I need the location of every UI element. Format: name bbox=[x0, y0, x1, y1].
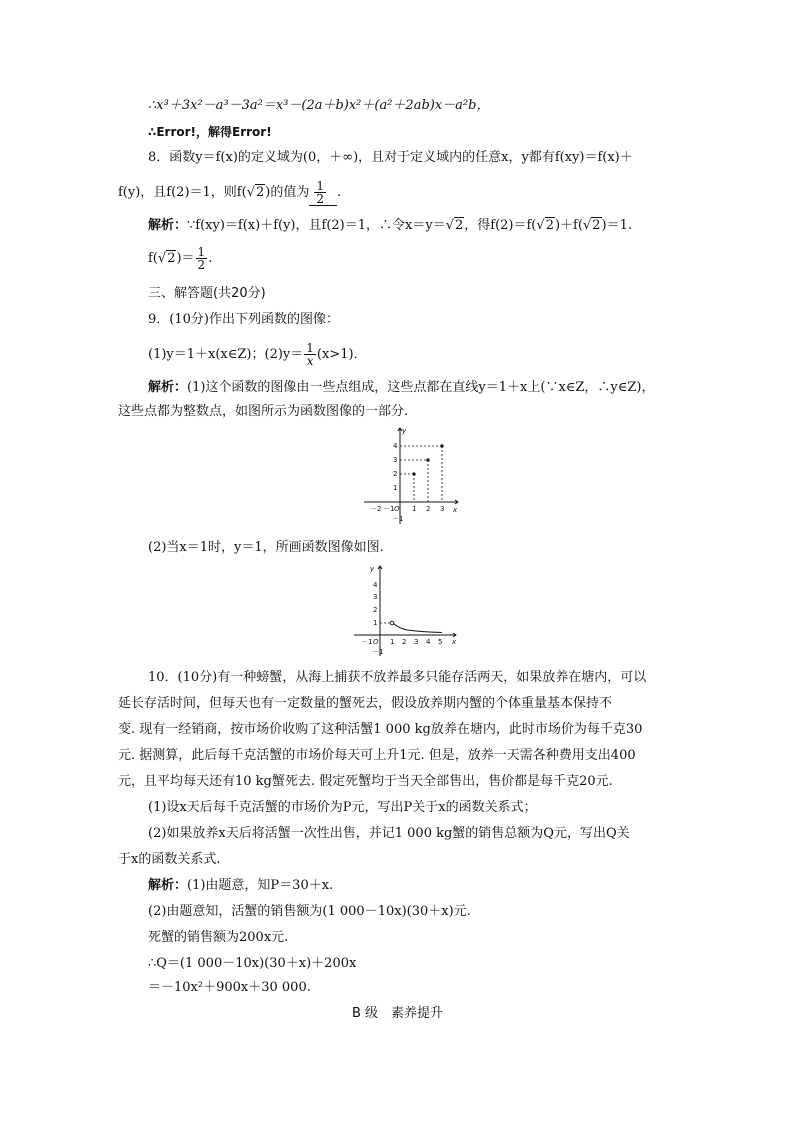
x-tick: 3 bbox=[414, 638, 419, 646]
sol-text: ∵f(xy)＝f(x)＋f(y)，且f(2)＝1，∴令x＝y＝ bbox=[187, 218, 446, 233]
result-num: 1 bbox=[197, 245, 206, 259]
sqrt-sign: √ bbox=[445, 218, 454, 233]
answer-den: 2 bbox=[316, 192, 324, 206]
x-tick: －2 bbox=[370, 505, 382, 513]
question-10-part-2: (2)如果放养x天后将活蟹一次性出售，并记1 000 kg蟹的销售总额为Q元，写出Q关 bbox=[148, 826, 630, 841]
sqrt-sign: √ bbox=[246, 185, 255, 200]
q9-part-b: (x>1)． bbox=[316, 347, 367, 362]
answer-num: 1 bbox=[316, 179, 324, 193]
question-10: 10．(10分)有一种螃蟹，从海上捕获不放养最多只能存活两天，如果放养在塘内，可以 bbox=[148, 670, 647, 685]
q9-part-a: (1)y＝1＋x(x∈Z)；(2)y＝ bbox=[148, 347, 304, 362]
answer-fraction bbox=[314, 180, 326, 205]
y-tick: 3 bbox=[393, 456, 398, 464]
x-tick: 1 bbox=[390, 638, 395, 646]
question-10-line: 元. 据测算，此后每千克活蟹的市场价每天可上升1元. 但是，放养一天需各种费用支出400 bbox=[118, 748, 636, 763]
res-b: )＝ bbox=[176, 251, 195, 266]
point bbox=[426, 458, 429, 461]
question-8-cont: f(y)，且f(2)＝1，则f(√2)的值为 $\frac{1}{2}$ . bbox=[118, 179, 342, 206]
question-9: 9．(10分)作出下列函数的图像： bbox=[148, 312, 339, 327]
result-den: 2 bbox=[197, 258, 206, 272]
point bbox=[440, 444, 443, 447]
q10-solution-2: (2)由题意知，活蟹的销售额为(1 000－10x)(30＋x)元. bbox=[148, 904, 471, 919]
y-tick: 1 bbox=[373, 619, 378, 627]
guide-lines bbox=[400, 446, 442, 502]
y-label: y bbox=[370, 565, 375, 573]
question-8: 8．函数y＝f(x)的定义域为(0，＋∞)，且对于定义域内的任意x，y都有f(xy)＝f(x)＋ bbox=[148, 150, 633, 165]
x-tick: 4 bbox=[426, 638, 431, 646]
question-10-line: 于x的函数关系式. bbox=[118, 852, 221, 867]
graph-reciprocal bbox=[352, 562, 460, 658]
q8-text-a: f(y)，且f(2)＝1，则f( bbox=[118, 185, 247, 200]
curve-y-1-over-x bbox=[393, 623, 442, 633]
question-9-parts bbox=[148, 342, 367, 367]
sqrt-arg: 2 bbox=[167, 251, 176, 266]
sol-text: (1)由题意，知P＝30＋x. bbox=[187, 878, 334, 893]
q10-solution-1 bbox=[148, 878, 333, 894]
q9-fraction bbox=[304, 342, 316, 367]
q8-result: f(√2)＝ $\frac{1}{2}$ . bbox=[148, 245, 213, 272]
solution-label: 解析： bbox=[148, 380, 188, 395]
y-tick: 4 bbox=[373, 581, 378, 589]
solution-label: 解析： bbox=[148, 218, 188, 233]
sqrt-sign: √ bbox=[157, 251, 167, 266]
error-line: ∴Error!，解得Error! bbox=[148, 125, 272, 139]
point bbox=[412, 472, 415, 475]
q8-solution bbox=[148, 218, 632, 234]
sqrt-arg: 2 bbox=[592, 218, 601, 233]
sqrt-sign: √ bbox=[582, 218, 592, 233]
sqrt-arg: 2 bbox=[454, 218, 464, 233]
y-label: y bbox=[402, 427, 407, 435]
q10-solution-4: ∴Q＝(1 000－10x)(30＋x)＋200x bbox=[148, 956, 357, 971]
sqrt-arg: 2 bbox=[255, 185, 265, 200]
x-tick-negative: －1 bbox=[361, 638, 373, 646]
sol-text: )＋f( bbox=[554, 218, 583, 233]
y-tick: 2 bbox=[373, 606, 378, 614]
x-label: x bbox=[453, 506, 458, 514]
x-tick: 2 bbox=[426, 505, 431, 513]
x-tick: －1 bbox=[383, 505, 395, 513]
y-tick: 2 bbox=[393, 470, 398, 478]
question-10-line: 变. 现有一经销商，按市场价收购了这种活蟹1 000 kg放养在塘内，此时市场价为每千克30 bbox=[118, 722, 643, 737]
q9-num: 1 bbox=[306, 341, 314, 355]
question-10-part-1: (1)设x天后每千克活蟹的市场价为P元，写出P关于x的函数关系式； bbox=[148, 800, 537, 815]
q9-den: x bbox=[306, 354, 314, 368]
x-tick: 5 bbox=[438, 638, 443, 646]
equation-line: ∴x³＋3x²－a³－3a²＝x³－(2a＋b)x²＋(a²＋2ab)x－a²b， bbox=[148, 98, 490, 113]
res-a: f( bbox=[148, 251, 158, 266]
sqrt-sign: √ bbox=[536, 218, 545, 233]
origin-label: O bbox=[394, 505, 400, 513]
sqrt-arg: 2 bbox=[545, 218, 554, 233]
graph-integer-points bbox=[362, 424, 462, 526]
result-fraction bbox=[196, 246, 208, 271]
y-tick: 4 bbox=[393, 442, 398, 450]
sol-text: (1)这个函数的图像由一些点组成，这些点都在直线y＝1＋x上(∵x∈Z，∴y∈Z)， bbox=[187, 380, 655, 395]
y-tick-negative: －1 bbox=[392, 515, 404, 523]
x-tick: 3 bbox=[440, 505, 445, 513]
question-10-line: 元，且平均每天还有10 kg蟹死去. 假定死蟹均于当天全部售出，售价都是每千克20元. bbox=[118, 774, 613, 789]
q10-solution-5: ＝－10x²＋900x＋30 000. bbox=[148, 980, 311, 995]
q9-solution-2: (2)当x＝1时，y＝1，所画函数图像如图. bbox=[148, 540, 384, 555]
y-tick: 3 bbox=[373, 593, 378, 601]
q9-solution-1-cont: 这些点都为整数点，如图所示为函数图像的一部分. bbox=[118, 404, 409, 419]
sol-text: )＝1. bbox=[601, 218, 632, 233]
solution-label: 解析： bbox=[148, 878, 188, 893]
open-point bbox=[390, 621, 394, 625]
y-tick: 1 bbox=[393, 484, 398, 492]
origin-label: O bbox=[373, 638, 379, 646]
x-tick: 1 bbox=[412, 505, 417, 513]
question-10-line: 延长存活时间，但每天也有一定数量的蟹死去，假设放养期内蟹的个体重量基本保持不 bbox=[118, 696, 613, 711]
section-heading: 三、解答题(共20分) bbox=[148, 286, 266, 301]
q8-text-b: )的值为 bbox=[265, 185, 310, 200]
section-b-heading: B 级 素养提升 bbox=[352, 1006, 444, 1021]
x-label: x bbox=[452, 638, 457, 646]
x-tick: 2 bbox=[402, 638, 407, 646]
y-tick-negative: －1 bbox=[372, 648, 384, 656]
q10-solution-3: 死蟹的销售额为200x元. bbox=[148, 930, 289, 945]
answer-blank bbox=[309, 180, 337, 206]
q9-solution-1 bbox=[148, 380, 655, 396]
sol-text: ，得f(2)＝f( bbox=[464, 218, 537, 233]
